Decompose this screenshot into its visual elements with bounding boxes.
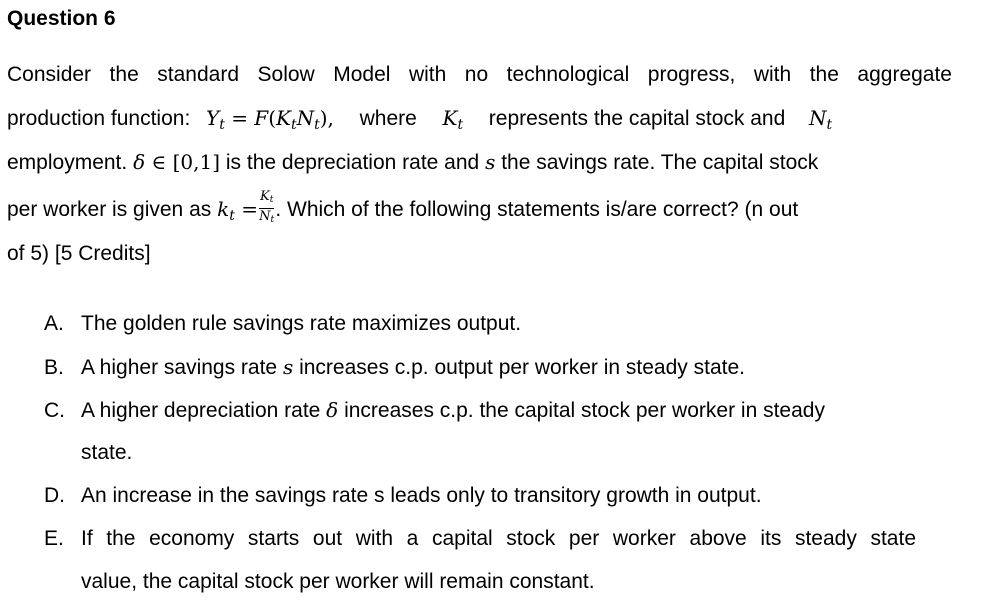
option-text-pre: A higher depreciation rate — [81, 399, 321, 422]
option-letter: D. — [44, 484, 65, 507]
text-which-statements: . Which of the following statements is/are correct? (n out — [275, 198, 799, 222]
option-text-pre: A higher savings rate — [81, 356, 278, 379]
question-text-line-4 — [7, 189, 952, 229]
option-letter: B. — [44, 356, 64, 379]
option-e[interactable] — [44, 526, 916, 552]
symbol-savings-rate: s — [282, 355, 294, 379]
text-savings-rate: the savings rate. The capital stock — [501, 151, 819, 174]
option-text: If the economy starts out with a capital stock per worker above its steady state — [81, 527, 916, 550]
option-c[interactable] — [44, 397, 825, 424]
option-text: The golden rule savings rate maximizes output. — [81, 312, 522, 335]
option-text-post: increases c.p. the capital stock per worker in steady — [344, 399, 825, 422]
question-text-line-2 — [7, 105, 952, 138]
formula-delta-range: δ ∈ [0,1] — [133, 150, 221, 174]
question-text-line-5: of 5) [5 Credits] — [7, 242, 151, 265]
formula-production-function: $Y_t = F(K_tN_t)$, — [205, 106, 334, 133]
option-letter: A. — [44, 312, 64, 335]
symbol-savings-rate: s — [485, 150, 496, 174]
option-text: An increase in the savings rate s leads only to transitory growth in output. — [81, 484, 762, 507]
option-a[interactable] — [44, 311, 521, 337]
question-text-line-1: Consider the standard Solow Model with no technological progress, with the aggregate — [7, 63, 952, 86]
text-depreciation: is the depreciation rate and — [225, 151, 480, 174]
option-e-continuation: value, the capital stock per worker will remain constant. — [81, 570, 595, 593]
option-letter: C. — [44, 399, 65, 422]
text-employment: employment. — [7, 151, 128, 174]
symbol-depreciation: δ — [326, 398, 339, 422]
option-text-post: increases c.p. output per worker in steady state. — [299, 356, 745, 379]
option-letter: E. — [44, 527, 64, 550]
formula-capital-per-worker: $k_t$ = — [217, 197, 258, 225]
option-d[interactable] — [44, 483, 762, 509]
text-per-worker: per worker is given as — [7, 198, 212, 222]
text-production-function: production function: — [7, 107, 191, 130]
option-c-continuation: state. — [81, 441, 133, 464]
option-b[interactable] — [44, 354, 745, 381]
question-text-line-3 — [7, 149, 952, 176]
text-where: where — [359, 107, 417, 130]
fraction-k-over-n: $\frac{Kt}{Nt}$ — [259, 189, 275, 225]
symbol-capital: $K_t$ — [442, 106, 464, 133]
text-capital-stock: represents the capital stock and — [488, 107, 786, 130]
question-title: Question 6 — [7, 7, 116, 30]
symbol-employment: $N_t$ — [808, 106, 833, 133]
